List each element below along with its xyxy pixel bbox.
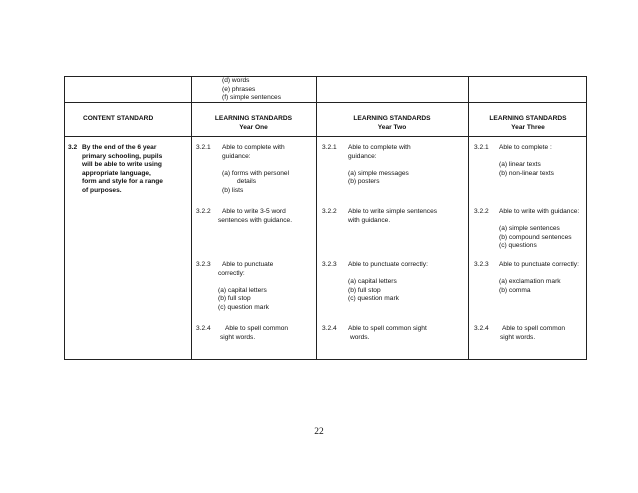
list-item: (f) simple sentences bbox=[222, 94, 281, 101]
standard-number: 3.2.3 bbox=[474, 261, 489, 268]
list-item: (d) words bbox=[222, 77, 250, 84]
content-standard-line: of purposes. bbox=[82, 186, 122, 194]
header-learning-standards: LEARNING STANDARDS bbox=[489, 115, 567, 122]
standard-number: 3.2.4 bbox=[474, 325, 489, 332]
standard-text: with guidance. bbox=[348, 216, 391, 224]
list-item: (a) exclamation mark bbox=[499, 278, 561, 285]
list-item: (b) posters bbox=[348, 178, 380, 185]
list-item: (e) phrases bbox=[222, 85, 256, 93]
row-divider bbox=[65, 102, 586, 103]
header-year-one: Year One bbox=[239, 123, 268, 131]
standard-text: Able to punctuate correctly: bbox=[499, 261, 579, 268]
standard-text: Able to spell common bbox=[502, 325, 566, 332]
content-standard-number: 3.2 bbox=[68, 144, 78, 151]
standard-text: Able to complete with bbox=[348, 144, 411, 151]
list-item: details bbox=[237, 178, 257, 185]
list-item: (b) compound sentences bbox=[499, 233, 572, 241]
standard-number: 3.2.1 bbox=[322, 144, 337, 151]
standard-text: Able to spell common bbox=[225, 325, 289, 332]
list-item: (b) lists bbox=[222, 186, 244, 194]
standard-text: correctly: bbox=[218, 269, 245, 277]
content-standard-line: By the end of the 6 year bbox=[82, 144, 157, 151]
list-item: (c) question mark bbox=[218, 303, 269, 311]
standard-number: 3.2.2 bbox=[322, 208, 337, 215]
standard-text: Able to spell common sight bbox=[348, 325, 427, 332]
standard-number: 3.2.4 bbox=[196, 325, 211, 332]
list-item: (c) question mark bbox=[348, 295, 399, 302]
content-standard-line: primary schooling, pupils bbox=[82, 152, 163, 160]
standard-text: Able to punctuate correctly: bbox=[348, 261, 428, 268]
standard-text: Able to complete : bbox=[499, 144, 552, 151]
standard-number: 3.2.2 bbox=[474, 208, 489, 215]
list-item: (a) simple sentences bbox=[499, 225, 560, 232]
list-item: (b) comma bbox=[499, 286, 531, 294]
standard-text: Able to punctuate bbox=[222, 261, 274, 268]
standard-text: guidance: bbox=[348, 152, 377, 160]
standard-number: 3.2.3 bbox=[322, 261, 337, 268]
standard-text: sight words. bbox=[500, 333, 536, 341]
header-year-three: Year Three bbox=[511, 123, 545, 131]
page-number: 22 bbox=[314, 427, 324, 437]
list-item: (a) capital letters bbox=[218, 286, 267, 294]
standards-table bbox=[64, 76, 587, 360]
list-item: (b) full stop bbox=[218, 295, 251, 302]
list-item: (a) forms with personel bbox=[222, 169, 290, 177]
list-item: (c) questions bbox=[499, 242, 537, 249]
standard-number: 3.2.1 bbox=[196, 144, 211, 151]
standard-number: 3.2.2 bbox=[196, 208, 211, 215]
header-content-standard: CONTENT STANDARD bbox=[83, 115, 154, 122]
list-item: (a) simple messages bbox=[348, 169, 409, 177]
standard-text: guidance: bbox=[222, 152, 251, 160]
standard-text: Able to write with guidance: bbox=[499, 208, 580, 215]
list-item: (a) linear texts bbox=[499, 161, 541, 168]
standard-text: sight words. bbox=[220, 333, 256, 341]
standard-text: sentences with guidance. bbox=[218, 216, 293, 224]
standard-number: 3.2.3 bbox=[196, 261, 211, 268]
standard-number: 3.2.1 bbox=[474, 144, 489, 151]
list-item: (a) capital letters bbox=[348, 278, 397, 285]
header-learning-standards: LEARNING STANDARDS bbox=[214, 115, 293, 122]
content-standard-line: appropriate language, bbox=[82, 169, 151, 177]
standard-text: Able to write simple sentences bbox=[348, 208, 438, 215]
standard-number: 3.2.4 bbox=[322, 325, 337, 332]
standard-text: Able to complete with bbox=[222, 144, 285, 151]
standard-text: words. bbox=[350, 333, 370, 341]
content-standard-line: will be able to write using bbox=[82, 161, 162, 168]
row-divider bbox=[65, 136, 586, 137]
header-learning-standards: LEARNING STANDARDS bbox=[353, 115, 431, 122]
header-year-two: Year Two bbox=[377, 123, 407, 131]
standard-text: Able to write 3-5 word bbox=[222, 208, 286, 215]
list-item: (b) full stop bbox=[348, 286, 381, 294]
content-standard-line: form and style for a range bbox=[82, 178, 163, 185]
list-item: (b) non-linear texts bbox=[499, 169, 554, 177]
